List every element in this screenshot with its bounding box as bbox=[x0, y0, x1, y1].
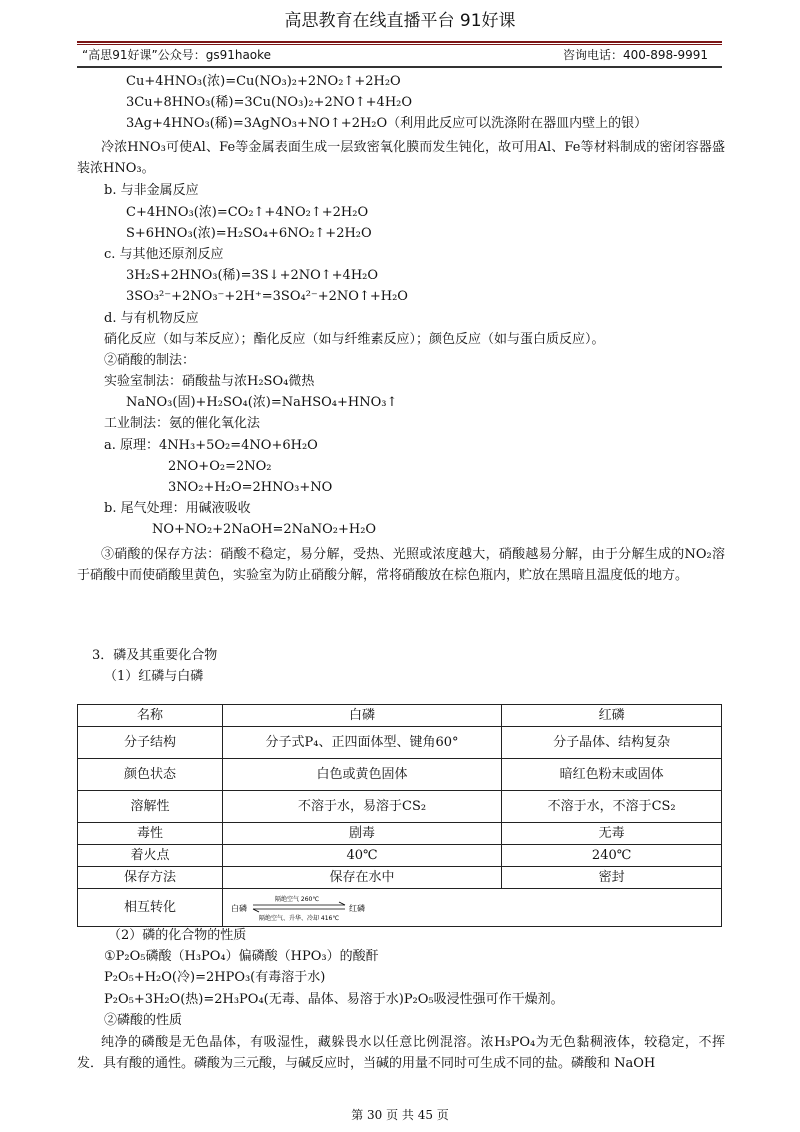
paragraph: 纯净的磷酸是无色晶体，有吸湿性，藏躲畏水以任意比例混溶。浓H₃PO₄为无色黏稠液体，较稳定，不挥发．具有酸的通性。磷酸为三元酸，与碱反应时，当碱的用量不同时可生成不同的盐。磷酸和 NaOH bbox=[77, 1035, 725, 1071]
equation-line: 2NO+O₂=2NO₂ bbox=[168, 459, 272, 474]
table-header-cell: 红磷 bbox=[502, 705, 722, 727]
table-cell: 保存方法 bbox=[78, 867, 223, 889]
text-line: 实验室制法：硝酸盐与浓H₂SO₄微热 bbox=[104, 374, 315, 389]
table-cell: 分子结构 bbox=[78, 727, 223, 759]
text-line: 硝化反应（如与苯反应）；酯化反应（如与纤维素反应）；颜色反应（如与蛋白质反应）。 bbox=[104, 332, 605, 347]
paragraph: 冷浓HNO₃可使Al、Fe等金属表面生成一层致密氧化膜而发生钝化，故可用Al、Fe等材料制成的密闭容器盛装浓HNO₃。 bbox=[77, 140, 725, 176]
table-row bbox=[78, 889, 722, 927]
table-cell: 保存在水中 bbox=[222, 867, 501, 889]
text-line: ①P₂O₅磷酸（H₃PO₄）偏磷酸（HPO₃）的酸酐 bbox=[104, 949, 379, 964]
table-cell: 分子式P₄、正四面体型、键角60° bbox=[222, 727, 501, 759]
text-line: b. 尾气处理：用碱液吸收 bbox=[104, 501, 251, 516]
table-row bbox=[78, 823, 722, 845]
equation-line: a. 原理：4NH₃+5O₂=4NO+6H₂O bbox=[104, 438, 318, 453]
table-header-row bbox=[78, 705, 722, 727]
conversion-diagram bbox=[229, 892, 379, 924]
table-cell: 白色或黄色固体 bbox=[222, 759, 501, 791]
table-header-cell: 白磷 bbox=[222, 705, 501, 727]
paragraph: ③硝酸的保存方法：硝酸不稳定，易分解，受热、光照或浓度越大，硝酸越易分解，由于分解生成的NO₂溶于硝酸中而使硝酸里黄色，实验室为防止硝酸分解，常将硝酸放在棕色瓶内，贮放在黑暗且温度低的地方。 bbox=[77, 547, 725, 583]
forward-arrowhead bbox=[339, 902, 345, 905]
table-cell: 相互转化 bbox=[78, 889, 223, 927]
header-rule-bottom bbox=[77, 66, 722, 68]
equation-line: 3SO₃²⁻+2NO₃⁻+2H⁺=3SO₄²⁻+2NO↑+H₂O bbox=[126, 289, 408, 304]
table-cell: 不溶于水，易溶于CS₂ bbox=[222, 791, 501, 823]
subsection-heading: ②磷酸的性质 bbox=[104, 1013, 183, 1028]
section-heading: 3．磷及其重要化合物 bbox=[92, 648, 218, 663]
table-cell: 毒性 bbox=[78, 823, 223, 845]
reverse-arrowhead bbox=[253, 909, 259, 912]
page-header-title: 高思教育在线直播平台 91好课 bbox=[284, 11, 516, 31]
subsection-heading: （1）红磷与白磷 bbox=[104, 669, 204, 684]
table-cell: 剧毒 bbox=[222, 823, 501, 845]
table-cell: 不溶于水，不溶于CS₂ bbox=[502, 791, 722, 823]
equation-line: 3Ag+4HNO₃(稀)=3AgNO₃+NO↑+2H₂O（利用此反应可以洗涤附在器皿内壁上的银） bbox=[126, 116, 648, 131]
subsection-heading: c. 与其他还原剂反应 bbox=[104, 247, 224, 262]
conversion-left-label: 白磷 bbox=[230, 903, 247, 913]
subsection-heading: （2）磷的化合物的性质 bbox=[108, 928, 247, 943]
table-cell: 溶解性 bbox=[78, 791, 223, 823]
table-row bbox=[78, 727, 722, 759]
table-cell: 240℃ bbox=[502, 845, 722, 867]
table-cell: 颜色状态 bbox=[78, 759, 223, 791]
subsection-heading: b. 与非金属反应 bbox=[104, 183, 199, 198]
subsection-heading: d. 与有机物反应 bbox=[104, 311, 199, 326]
equation-line: P₂O₅+3H₂O(热)=2H₃PO₄(无毒、晶体、易溶于水)P₂O₅吸浸性强可作干燥剂。 bbox=[104, 992, 564, 1007]
table-cell: 40℃ bbox=[222, 845, 501, 867]
equation-line: 3Cu+8HNO₃(稀)=3Cu(NO₃)₂+2NO↑+4H₂O bbox=[126, 95, 413, 110]
header-phone: 咨询电话：400-898-9991 bbox=[562, 48, 708, 62]
table-header-cell: 名称 bbox=[78, 705, 223, 727]
phosphorus-comparison-table bbox=[77, 704, 722, 927]
equation-line: Cu+4HNO₃(浓)=Cu(NO₃)₂+2NO₂↑+2H₂O bbox=[126, 74, 401, 89]
equation-line: C+4HNO₃(浓)=CO₂↑+4NO₂↑+2H₂O bbox=[126, 205, 369, 220]
text-line: 工业制法：氨的催化氧化法 bbox=[104, 416, 261, 431]
table-cell: 着火点 bbox=[78, 845, 223, 867]
header-rule-top bbox=[77, 41, 722, 43]
table-row bbox=[78, 867, 722, 889]
table-cell: 无毒 bbox=[502, 823, 722, 845]
equation-line: 3H₂S+2HNO₃(稀)=3S↓+2NO↑+4H₂O bbox=[126, 268, 379, 283]
equation-line: P₂O₅+H₂O(冷)=2HPO₃(有毒溶于水) bbox=[104, 970, 326, 985]
conversion-top-condition: 隔绝空气 260℃ bbox=[274, 895, 319, 903]
header-rule-thin bbox=[77, 44, 722, 45]
page-footer: 第 30 页 共 45 页 bbox=[351, 1108, 449, 1122]
table-cell: 分子晶体、结构复杂 bbox=[502, 727, 722, 759]
table-row bbox=[78, 759, 722, 791]
conversion-cell bbox=[222, 889, 721, 927]
equation-line: 3NO₂+H₂O=2HNO₃+NO bbox=[168, 480, 333, 495]
table-row bbox=[78, 845, 722, 867]
conversion-right-label: 红磷 bbox=[348, 903, 365, 913]
header-wechat-account: “高思91好课”公众号：gs91haoke bbox=[82, 48, 272, 62]
equation-line: S+6HNO₃(浓)=H₂SO₄+6NO₂↑+2H₂O bbox=[126, 226, 372, 241]
equation-line: NO+NO₂+2NaOH=2NaNO₂+H₂O bbox=[152, 522, 377, 537]
table-cell: 密封 bbox=[502, 867, 722, 889]
conversion-bottom-condition: 隔绝空气、升华、冷却 416℃ bbox=[258, 914, 339, 922]
table-row bbox=[78, 791, 722, 823]
equation-line: NaNO₃(固)+H₂SO₄(浓)=NaHSO₄+HNO₃↑ bbox=[126, 395, 398, 410]
table-cell: 暗红色粉末或固体 bbox=[502, 759, 722, 791]
subsection-heading: ②硝酸的制法： bbox=[104, 353, 196, 368]
